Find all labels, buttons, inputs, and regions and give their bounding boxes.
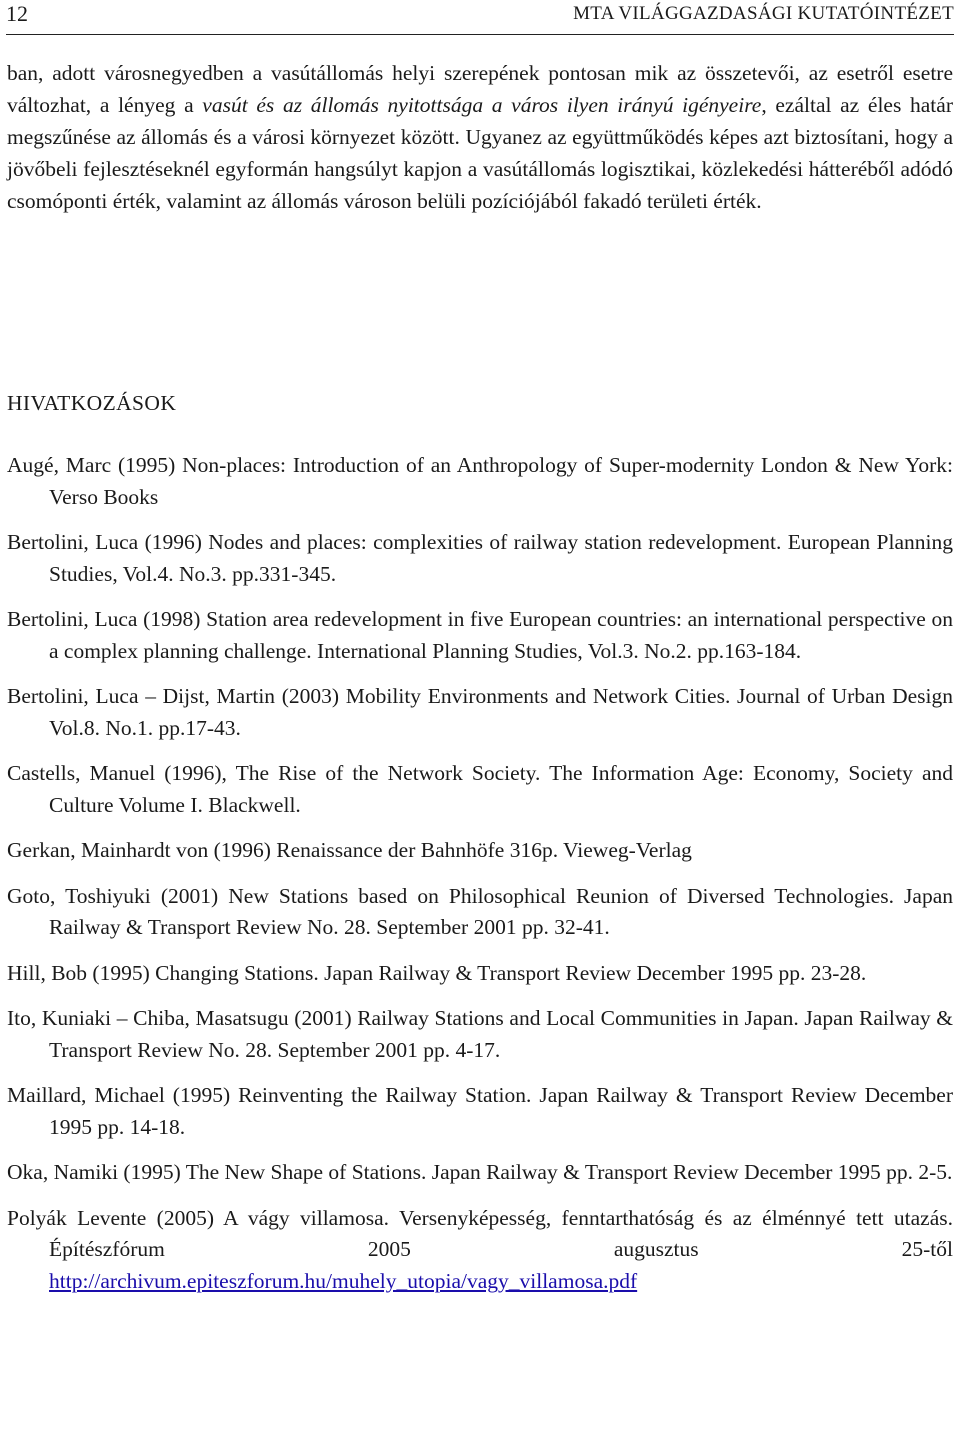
body-paragraph — [7, 57, 953, 217]
reference-item: Augé, Marc (1995) Non-places: Introduction of an Anthropology of Super-modernity London & New York: Verso Books — [7, 453, 953, 509]
reference-item: Goto, Toshiyuki (2001) New Stations based on Philosophical Reunion of Diversed Technologies. Japan Railway & Transport Review No. 28. September 2001 pp. 32-41. — [7, 883, 953, 939]
page-number: 12 — [6, 1, 28, 26]
reference-item: Maillard, Michael (1995) Reinventing the Railway Station. Japan Railway & Transport Review December 1995 pp. 14-18. — [7, 1083, 953, 1139]
reference-item: Hill, Bob (1995) Changing Stations. Japan Railway & Transport Review December 1995 pp. 23-28. — [7, 960, 867, 985]
reference-item: Bertolini, Luca (1998) Station area redevelopment in five European countries: an international perspective on a complex planning challenge. International Planning Studies, Vol.3. No.2. pp.163-184. — [7, 607, 953, 663]
body-text-part1: ban, adott városnegyedben a vasútállomás helyi szerepének pontosan mik az összetevői, az esetről esetre változhat, a lényeg a — [7, 61, 953, 117]
reference-item: Ito, Kuniaki – Chiba, Masatsugu (2001) Railway Stations and Local Communities in Japan. Japan Railway & Transport Review No. 28. September 2001 pp. 4-17. — [7, 1006, 953, 1062]
reference-link[interactable]: http://archivum.epiteszforum.hu/muhely_utopia/vagy_villamosa.pdf — [49, 1268, 638, 1293]
references-list — [7, 450, 953, 1311]
reference-item: Castells, Manuel (1996), The Rise of the Network Society. The Information Age: Economy, Society and Culture Volume I. Blackwell. — [7, 761, 953, 817]
reference-item: Gerkan, Mainhardt von (1996) Renaissance der Bahnhöfe 316p. Vieweg-Verlag — [7, 838, 692, 862]
body-text-italic: vasút és az állomás nyitottsága a város ilyen irányú igényeire — [202, 93, 762, 117]
references-heading: HIVATKOZÁSOK — [7, 391, 177, 415]
reference-item-last — [7, 1203, 953, 1298]
reference-item: Bertolini, Luca (1996) Nodes and places: complexities of railway station redevelopment. European Planning Studies, Vol.4. No.3. pp.331-345. — [7, 530, 953, 586]
page-header — [6, 0, 954, 35]
reference-text: Polyák Levente (2005) A vágy villamosa. Versenyképesség, fenntarthatóság és az élménnyé tett utazás. Építészfórum 2005 augusztus 25-től — [7, 1205, 953, 1261]
reference-item: Bertolini, Luca – Dijst, Martin (2003) Mobility Environments and Network Cities. Journal of Urban Design Vol.8. No.1. pp.17-43. — [7, 684, 953, 740]
body-text-part2: , ezáltal az éles határ megszűnése az állomás és a városi környezet között. Ugyanez az együttműködés képes azt biztosítani, hogy a jövőbeli fejlesztéseknél egyformán hangsúlyt kapjon a vasútállomás logisztikai, közlekedési hátteréből adódó csomóponti érték, valamint az állomás városon belüli pozíciójából fakadó területi érték. — [7, 93, 953, 213]
running-header-title: MTA VILÁGGAZDASÁGI KUTATÓINTÉZET — [573, 3, 954, 24]
reference-item: Oka, Namiki (1995) The New Shape of Stations. Japan Railway & Transport Review December 1995 pp. 2-5. — [7, 1160, 953, 1184]
